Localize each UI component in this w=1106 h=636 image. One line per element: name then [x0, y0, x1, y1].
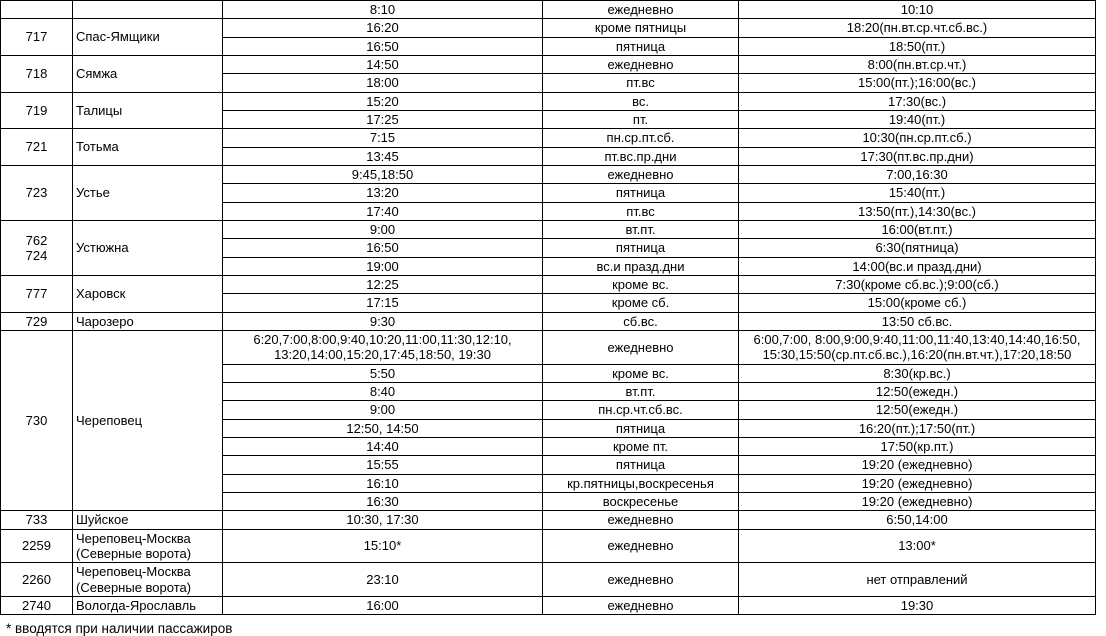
route-number-cell: 777 — [1, 275, 73, 312]
departure-times-cell: 10:30, 17:30 — [223, 511, 543, 529]
departure-times-cell: 5:50 — [223, 364, 543, 382]
return-times-cell: 19:20 (ежедневно) — [739, 456, 1096, 474]
departure-times-cell: 9:45,18:50 — [223, 165, 543, 183]
departure-times-cell: 18:00 — [223, 74, 543, 92]
days-cell: кроме пт. — [543, 437, 739, 455]
route-number-cell: 730 — [1, 330, 73, 510]
days-cell: пятница — [543, 184, 739, 202]
days-cell: пятница — [543, 456, 739, 474]
days-cell: пт. — [543, 110, 739, 128]
destination-cell: Харовск — [73, 275, 223, 312]
route-number-cell: 2260 — [1, 563, 73, 597]
days-cell: воскресенье — [543, 492, 739, 510]
table-row — [1, 220, 1096, 238]
departure-times-cell: 23:10 — [223, 563, 543, 597]
destination-cell: Тотьма — [73, 129, 223, 166]
days-cell: вт.пт. — [543, 382, 739, 400]
return-times-cell: 19:40(пт.) — [739, 110, 1096, 128]
departure-times-cell: 13:45 — [223, 147, 543, 165]
table-row — [1, 596, 1096, 614]
return-times-cell: 17:30(пт.вс.пр.дни) — [739, 147, 1096, 165]
days-cell: пт.вс — [543, 202, 739, 220]
departure-times-cell: 15:55 — [223, 456, 543, 474]
return-times-cell: 10:30(пн.ср.пт.сб.) — [739, 129, 1096, 147]
return-times-cell: 18:50(пт.) — [739, 37, 1096, 55]
departure-times-cell: 15:10* — [223, 529, 543, 563]
return-times-cell: 7:30(кроме сб.вс.);9:00(сб.) — [739, 275, 1096, 293]
departure-times-cell: 7:15 — [223, 129, 543, 147]
days-cell: ежедневно — [543, 563, 739, 597]
days-cell: сб.вс. — [543, 312, 739, 330]
days-cell: ежедневно — [543, 165, 739, 183]
days-cell: ежедневно — [543, 55, 739, 73]
return-times-cell: 13:00* — [739, 529, 1096, 563]
departure-times-cell: 16:00 — [223, 596, 543, 614]
destination-cell: Устюжна — [73, 220, 223, 275]
days-cell: кроме вс. — [543, 364, 739, 382]
departure-times-cell: 13:20 — [223, 184, 543, 202]
return-times-cell: 6:00,7:00, 8:00,9:00,9:40,11:00,11:40,13:40,14:40,16:50, 15:30,15:50(ср.пт.сб.вс.),16:20(пн.вт.чт.),17:20,18:50 — [739, 330, 1096, 364]
table-row — [1, 275, 1096, 293]
days-cell: ежедневно — [543, 1, 739, 19]
days-cell: пятница — [543, 37, 739, 55]
return-times-cell: 19:30 — [739, 596, 1096, 614]
route-number-cell: 729 — [1, 312, 73, 330]
table-row — [1, 330, 1096, 364]
departure-times-cell: 16:30 — [223, 492, 543, 510]
departure-times-cell: 17:25 — [223, 110, 543, 128]
departure-times-cell: 16:20 — [223, 19, 543, 37]
table-row — [1, 312, 1096, 330]
return-times-cell: 7:00,16:30 — [739, 165, 1096, 183]
return-times-cell: 17:30(вс.) — [739, 92, 1096, 110]
days-cell: кроме пятницы — [543, 19, 739, 37]
return-times-cell: 19:20 (ежедневно) — [739, 474, 1096, 492]
route-number-cell: 723 — [1, 165, 73, 220]
days-cell: пт.вс.пр.дни — [543, 147, 739, 165]
return-times-cell: 6:50,14:00 — [739, 511, 1096, 529]
days-cell: кроме вс. — [543, 275, 739, 293]
return-times-cell: 15:40(пт.) — [739, 184, 1096, 202]
departure-times-cell: 9:30 — [223, 312, 543, 330]
table-row — [1, 92, 1096, 110]
days-cell: пятница — [543, 239, 739, 257]
departure-times-cell: 8:10 — [223, 1, 543, 19]
return-times-cell: 10:10 — [739, 1, 1096, 19]
days-cell: вт.пт. — [543, 220, 739, 238]
route-number-cell: 762 724 — [1, 220, 73, 275]
departure-times-cell: 14:40 — [223, 437, 543, 455]
days-cell: вс.и празд.дни — [543, 257, 739, 275]
destination-cell: Талицы — [73, 92, 223, 129]
route-number-cell: 718 — [1, 55, 73, 92]
table-row — [1, 19, 1096, 37]
days-cell: кр.пятницы,воскресенья — [543, 474, 739, 492]
return-times-cell: 17:50(кр.пт.) — [739, 437, 1096, 455]
destination-cell: Череповец-Москва (Северные ворота) — [73, 529, 223, 563]
return-times-cell: 18:20(пн.вт.ср.чт.сб.вс.) — [739, 19, 1096, 37]
departure-times-cell: 16:50 — [223, 37, 543, 55]
departure-times-cell: 12:25 — [223, 275, 543, 293]
return-times-cell: 8:30(кр.вс.) — [739, 364, 1096, 382]
return-times-cell: 12:50(ежедн.) — [739, 382, 1096, 400]
return-times-cell: нет отправлений — [739, 563, 1096, 597]
destination-cell: Чарозеро — [73, 312, 223, 330]
days-cell: пятница — [543, 419, 739, 437]
schedule-table-body — [1, 1, 1096, 615]
departure-times-cell: 16:10 — [223, 474, 543, 492]
return-times-cell: 15:00(пт.);16:00(вс.) — [739, 74, 1096, 92]
return-times-cell: 19:20 (ежедневно) — [739, 492, 1096, 510]
destination-cell: Череповец — [73, 330, 223, 510]
return-times-cell: 12:50(ежедн.) — [739, 401, 1096, 419]
table-row — [1, 1, 1096, 19]
route-number-cell — [1, 1, 73, 19]
days-cell: кроме сб. — [543, 294, 739, 312]
departure-times-cell: 14:50 — [223, 55, 543, 73]
departure-times-cell: 17:40 — [223, 202, 543, 220]
table-row — [1, 563, 1096, 597]
departure-times-cell: 9:00 — [223, 220, 543, 238]
destination-cell: Устье — [73, 165, 223, 220]
return-times-cell: 16:20(пт.);17:50(пт.) — [739, 419, 1096, 437]
return-times-cell: 16:00(вт.пт.) — [739, 220, 1096, 238]
route-number-cell: 2740 — [1, 596, 73, 614]
departure-times-cell: 17:15 — [223, 294, 543, 312]
route-number-cell: 721 — [1, 129, 73, 166]
departure-times-cell: 6:20,7:00,8:00,9:40,10:20,11:00,11:30,12:10, 13:20,14:00,15:20,17:45,18:50, 19:30 — [223, 330, 543, 364]
days-cell: пт.вс — [543, 74, 739, 92]
destination-cell: Сямжа — [73, 55, 223, 92]
table-row — [1, 511, 1096, 529]
route-number-cell: 719 — [1, 92, 73, 129]
departure-times-cell: 15:20 — [223, 92, 543, 110]
days-cell: вс. — [543, 92, 739, 110]
departure-times-cell: 12:50, 14:50 — [223, 419, 543, 437]
departure-times-cell: 9:00 — [223, 401, 543, 419]
table-row — [1, 529, 1096, 563]
days-cell: пн.ср.чт.сб.вс. — [543, 401, 739, 419]
route-number-cell: 717 — [1, 19, 73, 56]
return-times-cell: 14:00(вс.и празд.дни) — [739, 257, 1096, 275]
departure-times-cell: 8:40 — [223, 382, 543, 400]
days-cell: ежедневно — [543, 511, 739, 529]
return-times-cell: 6:30(пятница) — [739, 239, 1096, 257]
table-row — [1, 55, 1096, 73]
destination-cell: Спас-Ямщики — [73, 19, 223, 56]
return-times-cell: 8:00(пн.вт.ср.чт.) — [739, 55, 1096, 73]
days-cell: ежедневно — [543, 330, 739, 364]
days-cell: ежедневно — [543, 596, 739, 614]
destination-cell: Череповец-Москва (Северные ворота) — [73, 563, 223, 597]
departure-times-cell: 16:50 — [223, 239, 543, 257]
destination-cell: Вологда-Ярославль — [73, 596, 223, 614]
table-row — [1, 165, 1096, 183]
footnote-text: * вводятся при наличии пассажиров — [6, 621, 233, 636]
table-row — [1, 129, 1096, 147]
days-cell: ежедневно — [543, 529, 739, 563]
days-cell: пн.ср.пт.сб. — [543, 129, 739, 147]
return-times-cell: 15:00(кроме сб.) — [739, 294, 1096, 312]
return-times-cell: 13:50 сб.вс. — [739, 312, 1096, 330]
destination-cell: Шуйское — [73, 511, 223, 529]
destination-cell — [73, 1, 223, 19]
route-number-cell: 2259 — [1, 529, 73, 563]
route-number-cell: 733 — [1, 511, 73, 529]
departure-times-cell: 19:00 — [223, 257, 543, 275]
return-times-cell: 13:50(пт.),14:30(вс.) — [739, 202, 1096, 220]
